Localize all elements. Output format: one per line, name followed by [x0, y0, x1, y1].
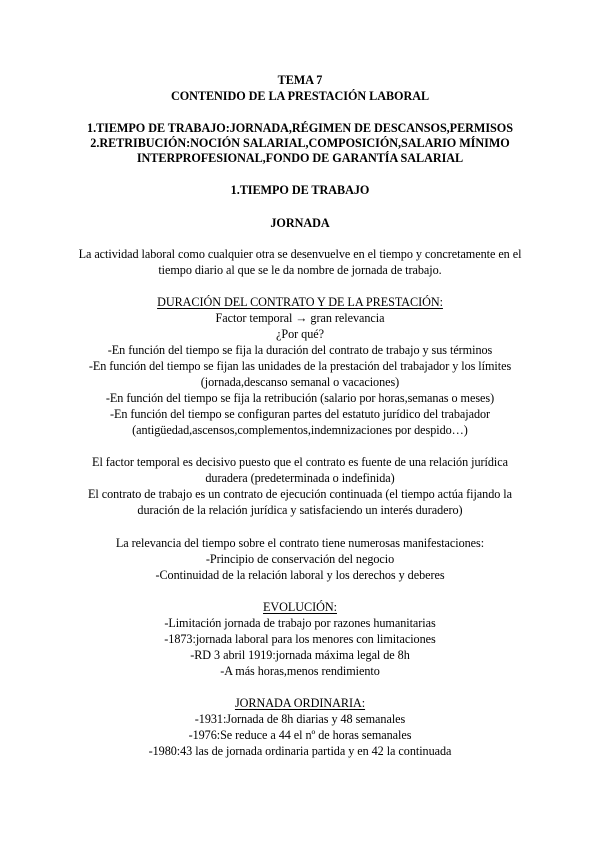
duracion-line: -En función del tiempo se fija la duración del contrato de trabajo y sus términos [107, 343, 493, 357]
evolucion-line: -Limitación jornada de trabajo por razones humanitarias [164, 616, 436, 630]
duracion-line: (antigüedad,ascensos,complementos,indemnizaciones por despido…) [132, 423, 468, 437]
doc-title: TEMA 7 [277, 73, 323, 87]
duracion-line: -En función del tiempo se configuran partes del estatuto jurídico del trabajador [109, 407, 491, 421]
relevancia-line: -Principio de conservación del negocio [205, 552, 395, 566]
index-item-2-continued: INTERPROFESIONAL,FONDO DE GARANTÍA SALARIAL [136, 151, 464, 165]
evolucion-line: -1873:jornada laboral para los menores con limitaciones [164, 632, 436, 646]
intro-line: tiempo diario al que se le da nombre de jornada de trabajo. [158, 263, 442, 277]
factor-line: El factor temporal es decisivo puesto que el contrato es fuente de una relación jurídica [92, 455, 508, 469]
subsection-heading: JORNADA [270, 216, 330, 230]
jornada-ordinaria-line: -1931:Jornada de 8h diarias y 48 semanales [194, 712, 406, 726]
jornada-ordinaria-line: -1976:Se reduce a 44 el nº de horas semanales [188, 728, 412, 742]
factor-line: duración de la relación jurídica y satisfaciendo un interés duradero) [137, 503, 463, 517]
jornada-ordinaria-line: -1980:43 las de jornada ordinaria partida y en 42 la continuada [148, 744, 452, 758]
jornada-ordinaria-heading: JORNADA ORDINARIA: [234, 696, 366, 710]
duracion-line: -En función del tiempo se fija la retribución (salario por horas,semanas o meses) [105, 391, 495, 405]
evolucion-heading: EVOLUCIÓN: [263, 600, 337, 614]
duracion-line: (jornada,descanso semanal o vacaciones) [200, 375, 400, 389]
duracion-heading: DURACIÓN DEL CONTRATO Y DE LA PRESTACIÓN: [157, 295, 443, 309]
section-heading: 1.TIEMPO DE TRABAJO [230, 183, 370, 197]
index-item-2: 2.RETRIBUCIÓN:NOCIÓN SALARIAL,COMPOSICIÓN,SALARIO MÍNIMO [90, 136, 510, 150]
duracion-line: Factor temporal → gran relevancia [215, 311, 385, 325]
doc-subtitle: CONTENIDO DE LA PRESTACIÓN LABORAL [170, 89, 430, 103]
relevancia-line: La relevancia del tiempo sobre el contrato tiene numerosas manifestaciones: [115, 536, 485, 550]
evolucion-line: -A más horas,menos rendimiento [220, 664, 380, 678]
intro-line: La actividad laboral como cualquier otra se desenvuelve en el tiempo y concretamente en el [78, 247, 522, 261]
duracion-line: ¿Por qué? [276, 327, 324, 341]
factor-line: El contrato de trabajo es un contrato de ejecución continuada (el tiempo actúa fijando la [88, 487, 512, 501]
index-item-1: 1.TIEMPO DE TRABAJO:JORNADA,RÉGIMEN DE DESCANSOS,PERMISOS [87, 121, 513, 135]
duracion-line: -En función del tiempo se fijan las unidades de la prestación del trabajador y los límites [88, 359, 512, 373]
relevancia-line: -Continuidad de la relación laboral y los derechos y deberes [155, 568, 445, 582]
factor-line: duradera (predeterminada o indefinida) [205, 471, 395, 485]
evolucion-line: -RD 3 abril 1919:jornada máxima legal de 8h [190, 648, 410, 662]
